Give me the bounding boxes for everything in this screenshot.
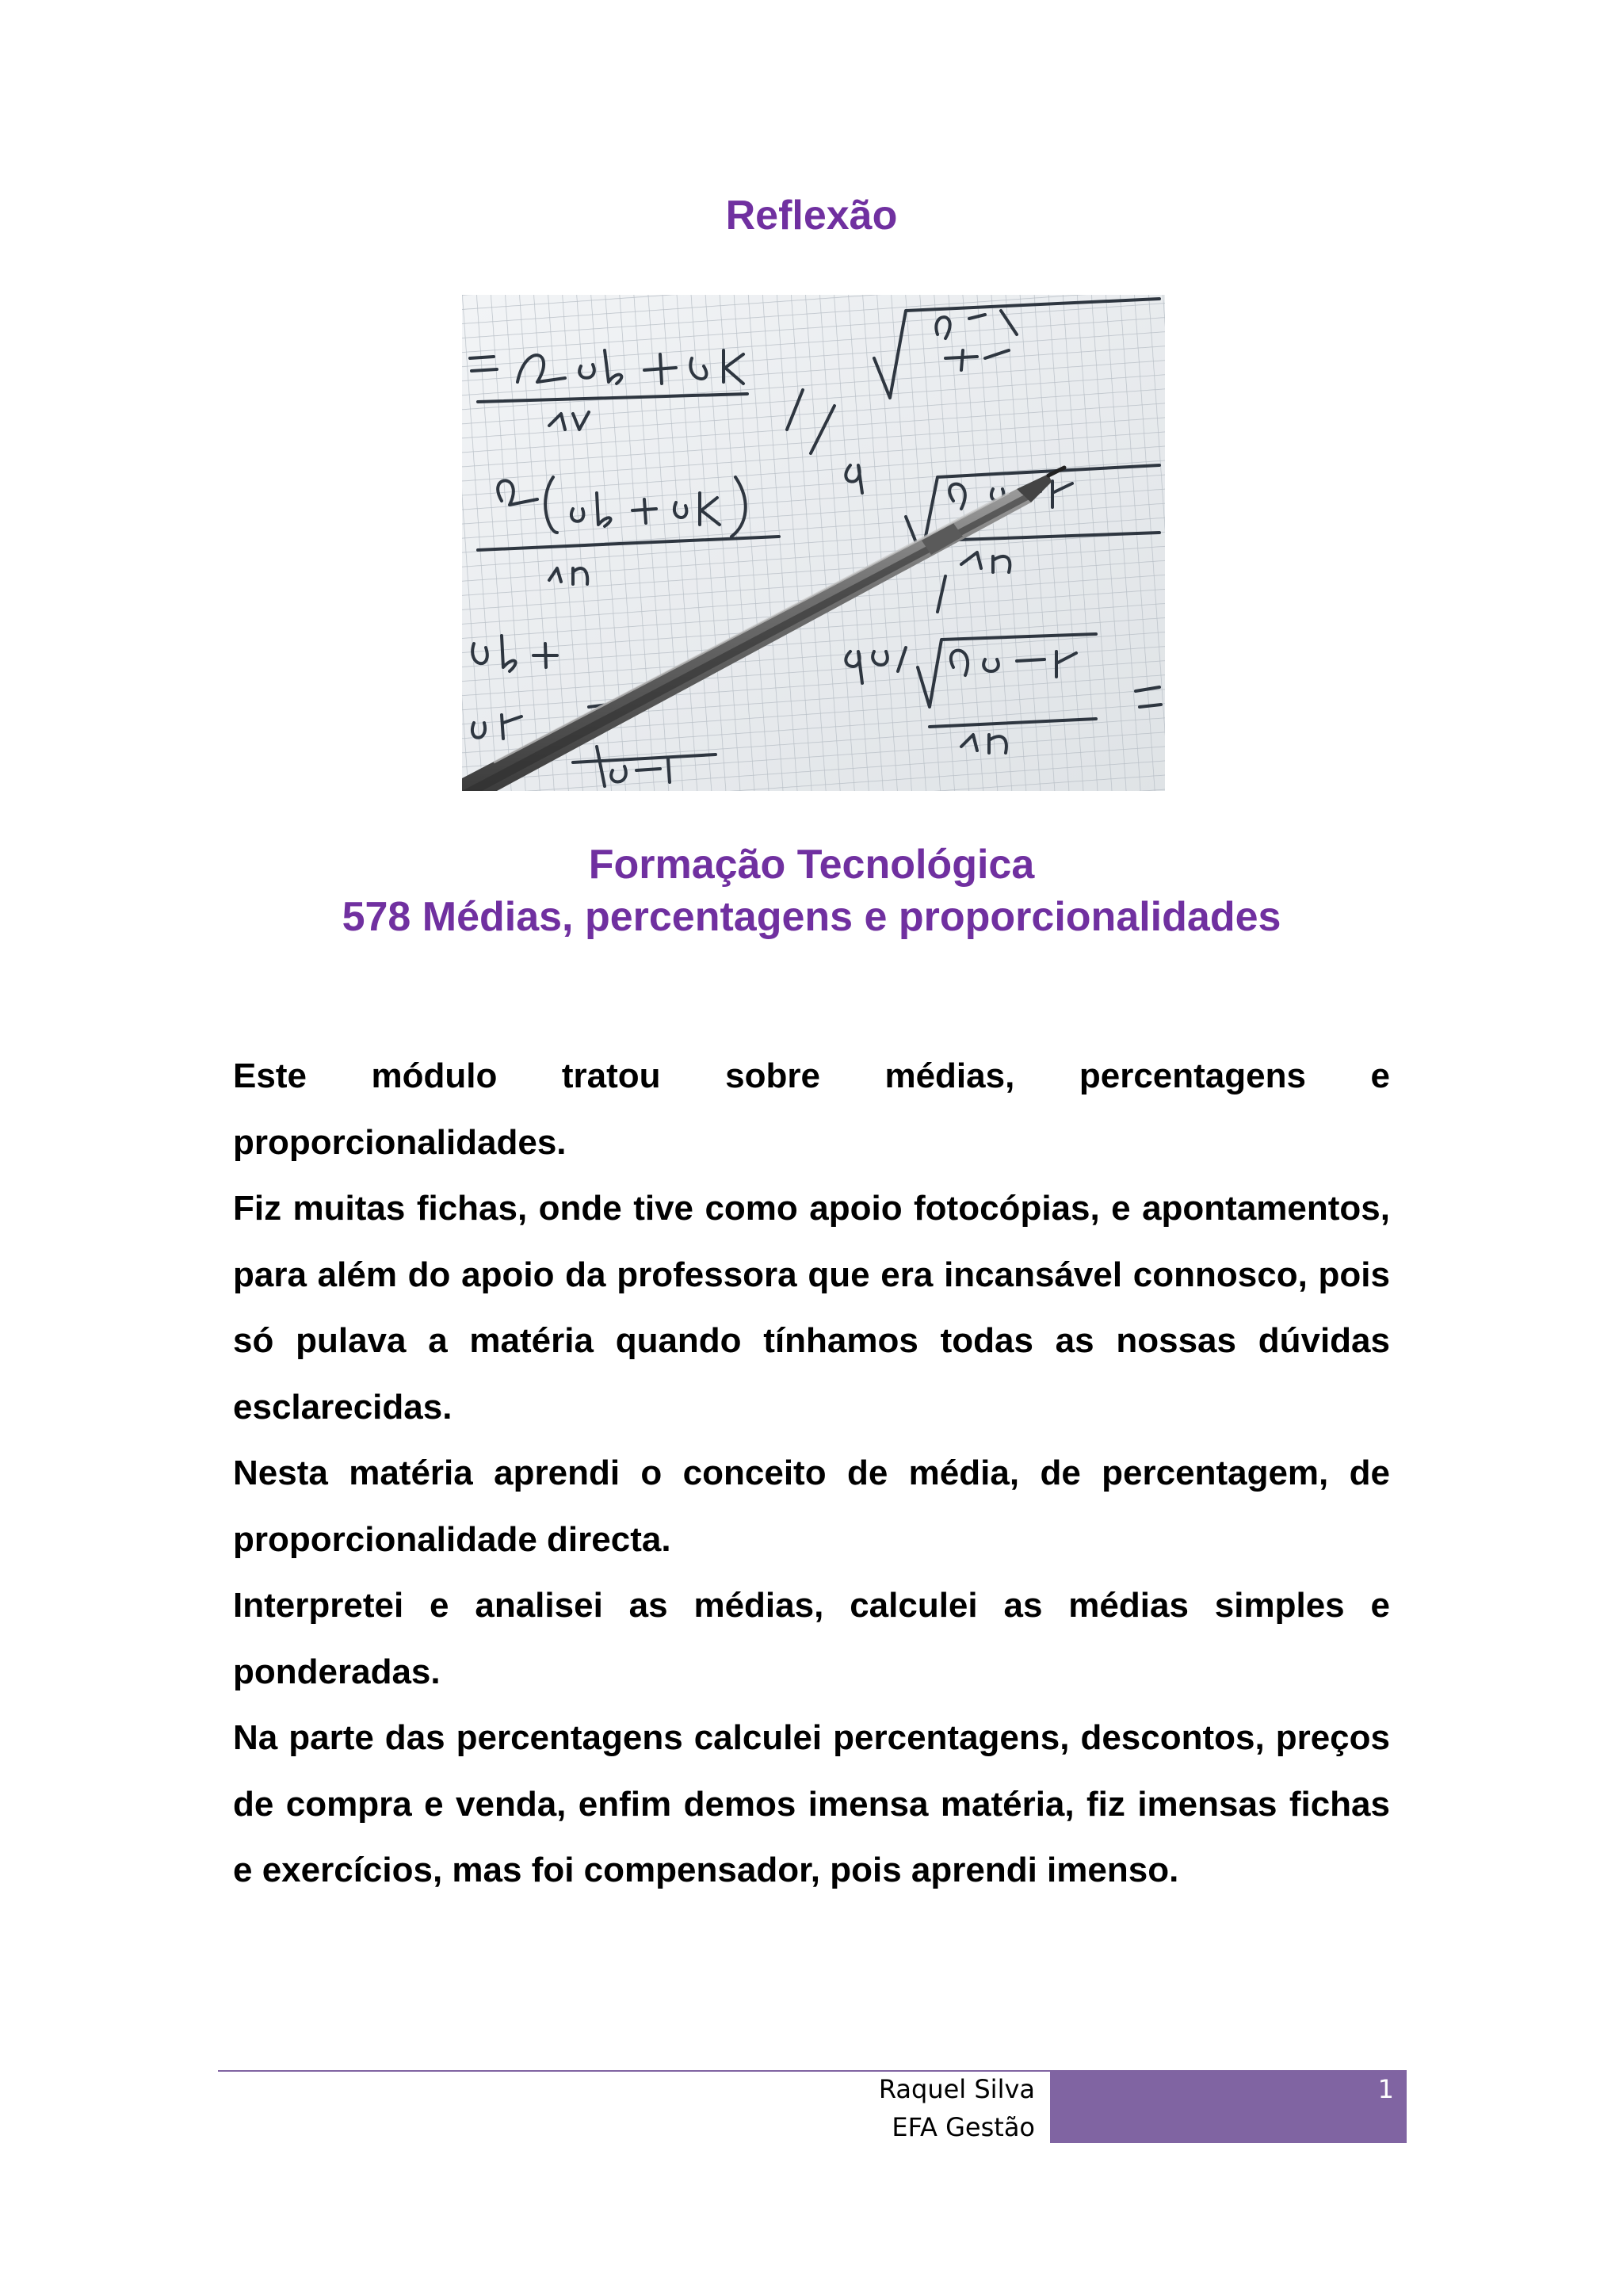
paragraph: Este módulo tratou sobre médias, percentagens e proporcionalidades. xyxy=(233,1056,1390,1162)
paragraph: Fiz muitas fichas, onde tive como apoio fotocópias, e apontamentos, para além do apoio da professora que era incansável connosco, pois só pulava a matéria quando tínhamos todas as nossas dúvidas esclarecidas. xyxy=(233,1189,1390,1427)
page-title: Reflexão xyxy=(725,193,898,239)
course-title: Formação Tecnológica xyxy=(588,842,1035,888)
math-formulas-photo xyxy=(462,295,1165,791)
footer-author: Raquel Silva xyxy=(878,2074,1035,2104)
footer-author-block xyxy=(792,2070,1035,2146)
paragraph: Nesta matéria aprendi o conceito de média, de percentagem, de proporcionalidade directa. xyxy=(233,1454,1390,1559)
page-number: 1 xyxy=(1377,2074,1394,2104)
footer-page-box xyxy=(1050,2070,1407,2143)
paragraph: Na parte das percentagens calculei percentagens, descontos, preços de compra e venda, enfim demos imensa matéria, fiz imensas fichas e exercícios, mas foi compensador, pois aprendi imenso. xyxy=(233,1718,1390,1889)
module-title: 578 Médias, percentagens e proporcionalidades xyxy=(342,894,1281,940)
paragraph: Interpretei e analisei as médias, calculei as médias simples e ponderadas. xyxy=(233,1586,1390,1691)
reflection-body xyxy=(233,1043,1390,1904)
footer-course: EFA Gestão xyxy=(892,2112,1035,2142)
math-formulas-with-pen-icon xyxy=(462,295,1165,791)
